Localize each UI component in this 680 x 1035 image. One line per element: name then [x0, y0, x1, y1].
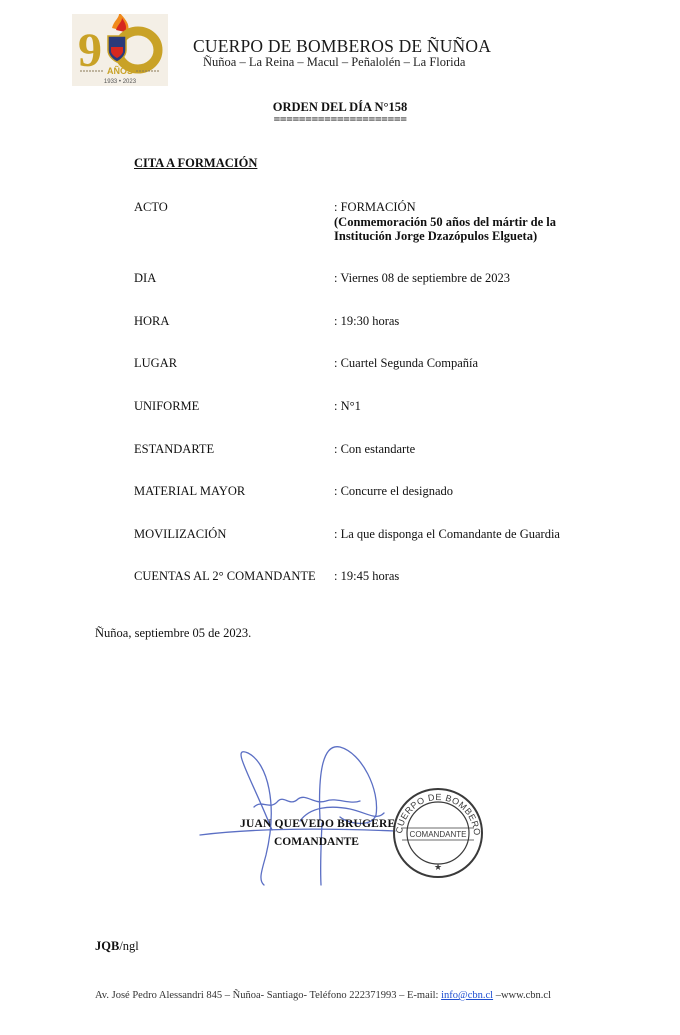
- footer-contact: [95, 990, 551, 1001]
- handwritten-signature: [180, 735, 400, 890]
- label-uniforme: UNIFORME: [134, 399, 200, 413]
- value-acto-detail-1: (Conmemoración 50 años del mártir de la: [334, 215, 556, 229]
- footer-email-link[interactable]: info@cbn.cl: [441, 990, 494, 1001]
- value-cuentas: : 19:45 horas: [334, 569, 400, 583]
- anniversary-logo: [72, 14, 168, 86]
- section-title: CITA A FORMACIÓN: [134, 156, 258, 170]
- value-uniforme: : N°1: [334, 399, 361, 413]
- value-movilizacion: : La que disponga el Comandante de Guardia: [334, 527, 560, 541]
- signer-role: COMANDANTE: [274, 836, 359, 848]
- footer-website: –www.cbn.cl: [493, 990, 551, 1001]
- value-acto: : FORMACIÓN: [334, 200, 416, 214]
- label-acto: ACTO: [134, 200, 168, 214]
- reference-initials: [95, 939, 139, 954]
- signer-name: JUAN QUEVEDO BRUGERE: [240, 818, 396, 830]
- organization-subtitle: Ñuñoa – La Reina – Macul – Peñalolén – La Florida: [203, 55, 466, 69]
- value-hora: : 19:30 horas: [334, 314, 400, 328]
- title-double-rule: =====================: [273, 112, 407, 126]
- svg-text:★: ★: [433, 863, 443, 873]
- label-cuentas: CUENTAS AL 2° COMANDANTE: [134, 569, 316, 583]
- label-movilizacion: MOVILIZACIÓN: [134, 527, 227, 541]
- organization-title: CUERPO DE BOMBEROS DE ÑUÑOA: [193, 36, 492, 56]
- value-lugar: : Cuartel Segunda Compañía: [334, 356, 479, 370]
- svg-text:AÑOS: AÑOS: [106, 66, 134, 76]
- initials-rest: /ngl: [119, 939, 139, 953]
- value-acto-detail-2: Institución Jorge Dzazópulos Elgueta): [334, 229, 538, 243]
- svg-text:COMANDANTE: COMANDANTE: [409, 830, 467, 839]
- value-estandarte: : Con estandarte: [334, 442, 416, 456]
- place-date: Ñuñoa, septiembre 05 de 2023.: [95, 626, 252, 640]
- label-dia: DIA: [134, 271, 157, 285]
- value-dia: : Viernes 08 de septiembre de 2023: [334, 271, 511, 285]
- svg-text:9: 9: [78, 24, 102, 77]
- order-title: ORDEN DEL DÍA N°158: [272, 100, 408, 114]
- label-lugar: LUGAR: [134, 356, 178, 370]
- value-material-mayor: : Concurre el designado: [334, 484, 454, 498]
- label-estandarte: ESTANDARTE: [134, 442, 215, 456]
- label-hora: HORA: [134, 314, 170, 328]
- footer-address: Av. José Pedro Alessandri 845 – Ñuñoa- Santiago- Teléfono 222371993 – E-mail:: [95, 990, 442, 1001]
- svg-text:1933 • 2023: 1933 • 2023: [103, 79, 137, 85]
- svg-text:CUERPO DE BOMBEROS DE ÑUÑOA: CUERPO DE BOMBERO: [394, 791, 483, 837]
- initials-bold: JQB: [95, 939, 120, 953]
- official-stamp: [388, 786, 488, 878]
- label-material-mayor: MATERIAL MAYOR: [134, 484, 246, 498]
